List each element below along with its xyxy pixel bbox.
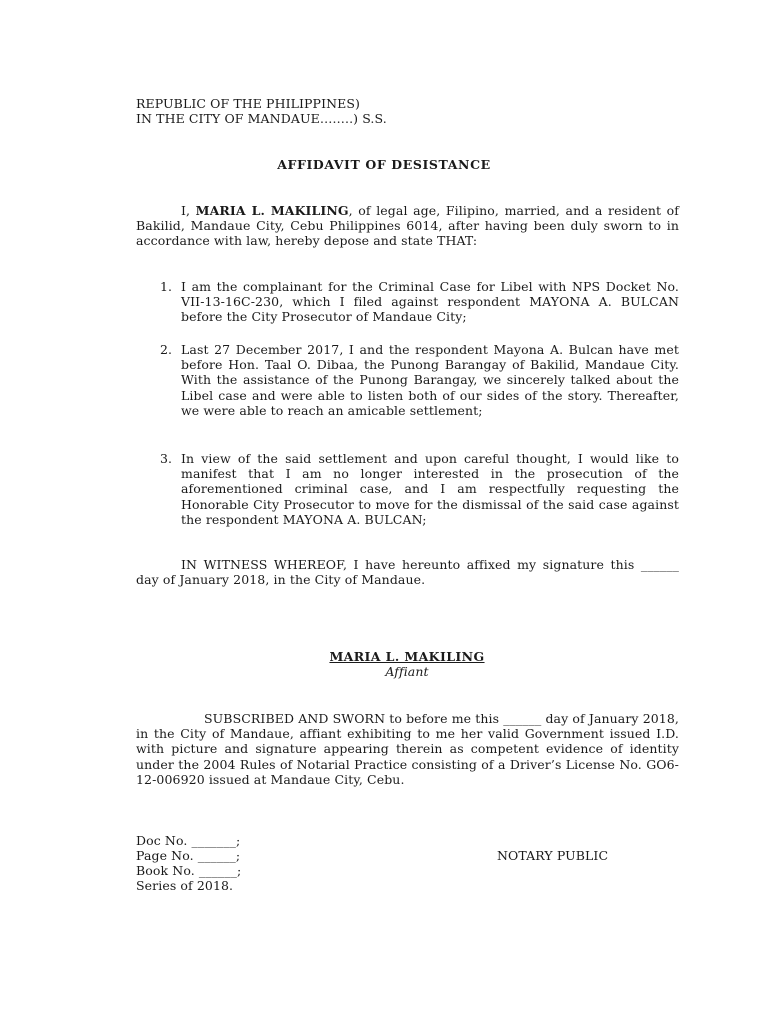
list-item-text: In view of the said settlement and upon careful thought, I would like to manifest that I am no longer interested in the prosecution of the aforementioned criminal case, and I am respectfully requesting the Honorable City Prosecutor to move for the dismissal of the said case against the respondent MAYONA A. BULCAN; [181, 451, 679, 527]
list-item-text: I am the complainant for the Criminal Case for Libel with NPS Docket No. VII-13-16C-230, which I filed against respondent MAYONA A. BULCAN before the City Prosecutor of Mandaue City; [181, 279, 679, 325]
series: Series of 2018. [136, 878, 234, 893]
venue-line-1: REPUBLIC OF THE PHILIPPINES) [136, 96, 361, 111]
jurat-paragraph: SUBSCRIBED AND SWORN to before me this ______ day of January 2018, in the City of Mandaue, affiant exhibiting to me her valid Government issued I.D. with picture and signature appearing therein as competent evidence of identity under the 2004 Rules of Notarial Practice consisting of a Driver’s License No. GO6-12-006920 issued at Mandaue City, Cebu. [136, 711, 679, 787]
intro-text: , of legal age, Filipino, married, and a resident of Bakilid, Mandaue City, Cebu Philippines 6014, after having been duly sworn to in accordance with law, hereby depose and state THAT: [136, 203, 680, 249]
intro-prefix: I, [181, 203, 196, 218]
list-item-3 [160, 451, 679, 527]
page-no: Page No. ______; [136, 848, 241, 863]
affiant-name-inline: MARIA L. MAKILING [195, 203, 349, 218]
witness-paragraph: IN WITNESS WHEREOF, I have hereunto affixed my signature this ______ day of January 2018, in the City of Mandaue. [136, 557, 679, 588]
list-number: 2. [160, 342, 173, 357]
list-item-1 [160, 279, 679, 325]
doc-no: Doc No. _______; [136, 833, 241, 848]
list-item-2 [160, 342, 679, 418]
book-no: Book No. ______; [136, 863, 242, 878]
signature-title: Affiant [385, 664, 429, 679]
venue-line-2: IN THE CITY OF MANDAUE……..) S.S. [136, 111, 387, 126]
list-item-text: Last 27 December 2017, I and the respondent Mayona A. Bulcan have met before Hon. Taal O. Dibaa, the Punong Barangay of Bakilid, Mandaue City. With the assistance of the Punong Barangay, we sincerely talked about the Libel case and were able to listen both of our sides of the story. Thereafter, we were able to reach an amicable settlement; [181, 342, 679, 418]
list-number: 1. [160, 279, 173, 294]
notary-public-label: NOTARY PUBLIC [497, 848, 609, 863]
document-title: AFFIDAVIT OF DESISTANCE [277, 157, 491, 172]
list-number: 3. [160, 451, 173, 466]
intro-paragraph [136, 203, 679, 249]
signature-name: MARIA L. MAKILING [329, 649, 485, 664]
